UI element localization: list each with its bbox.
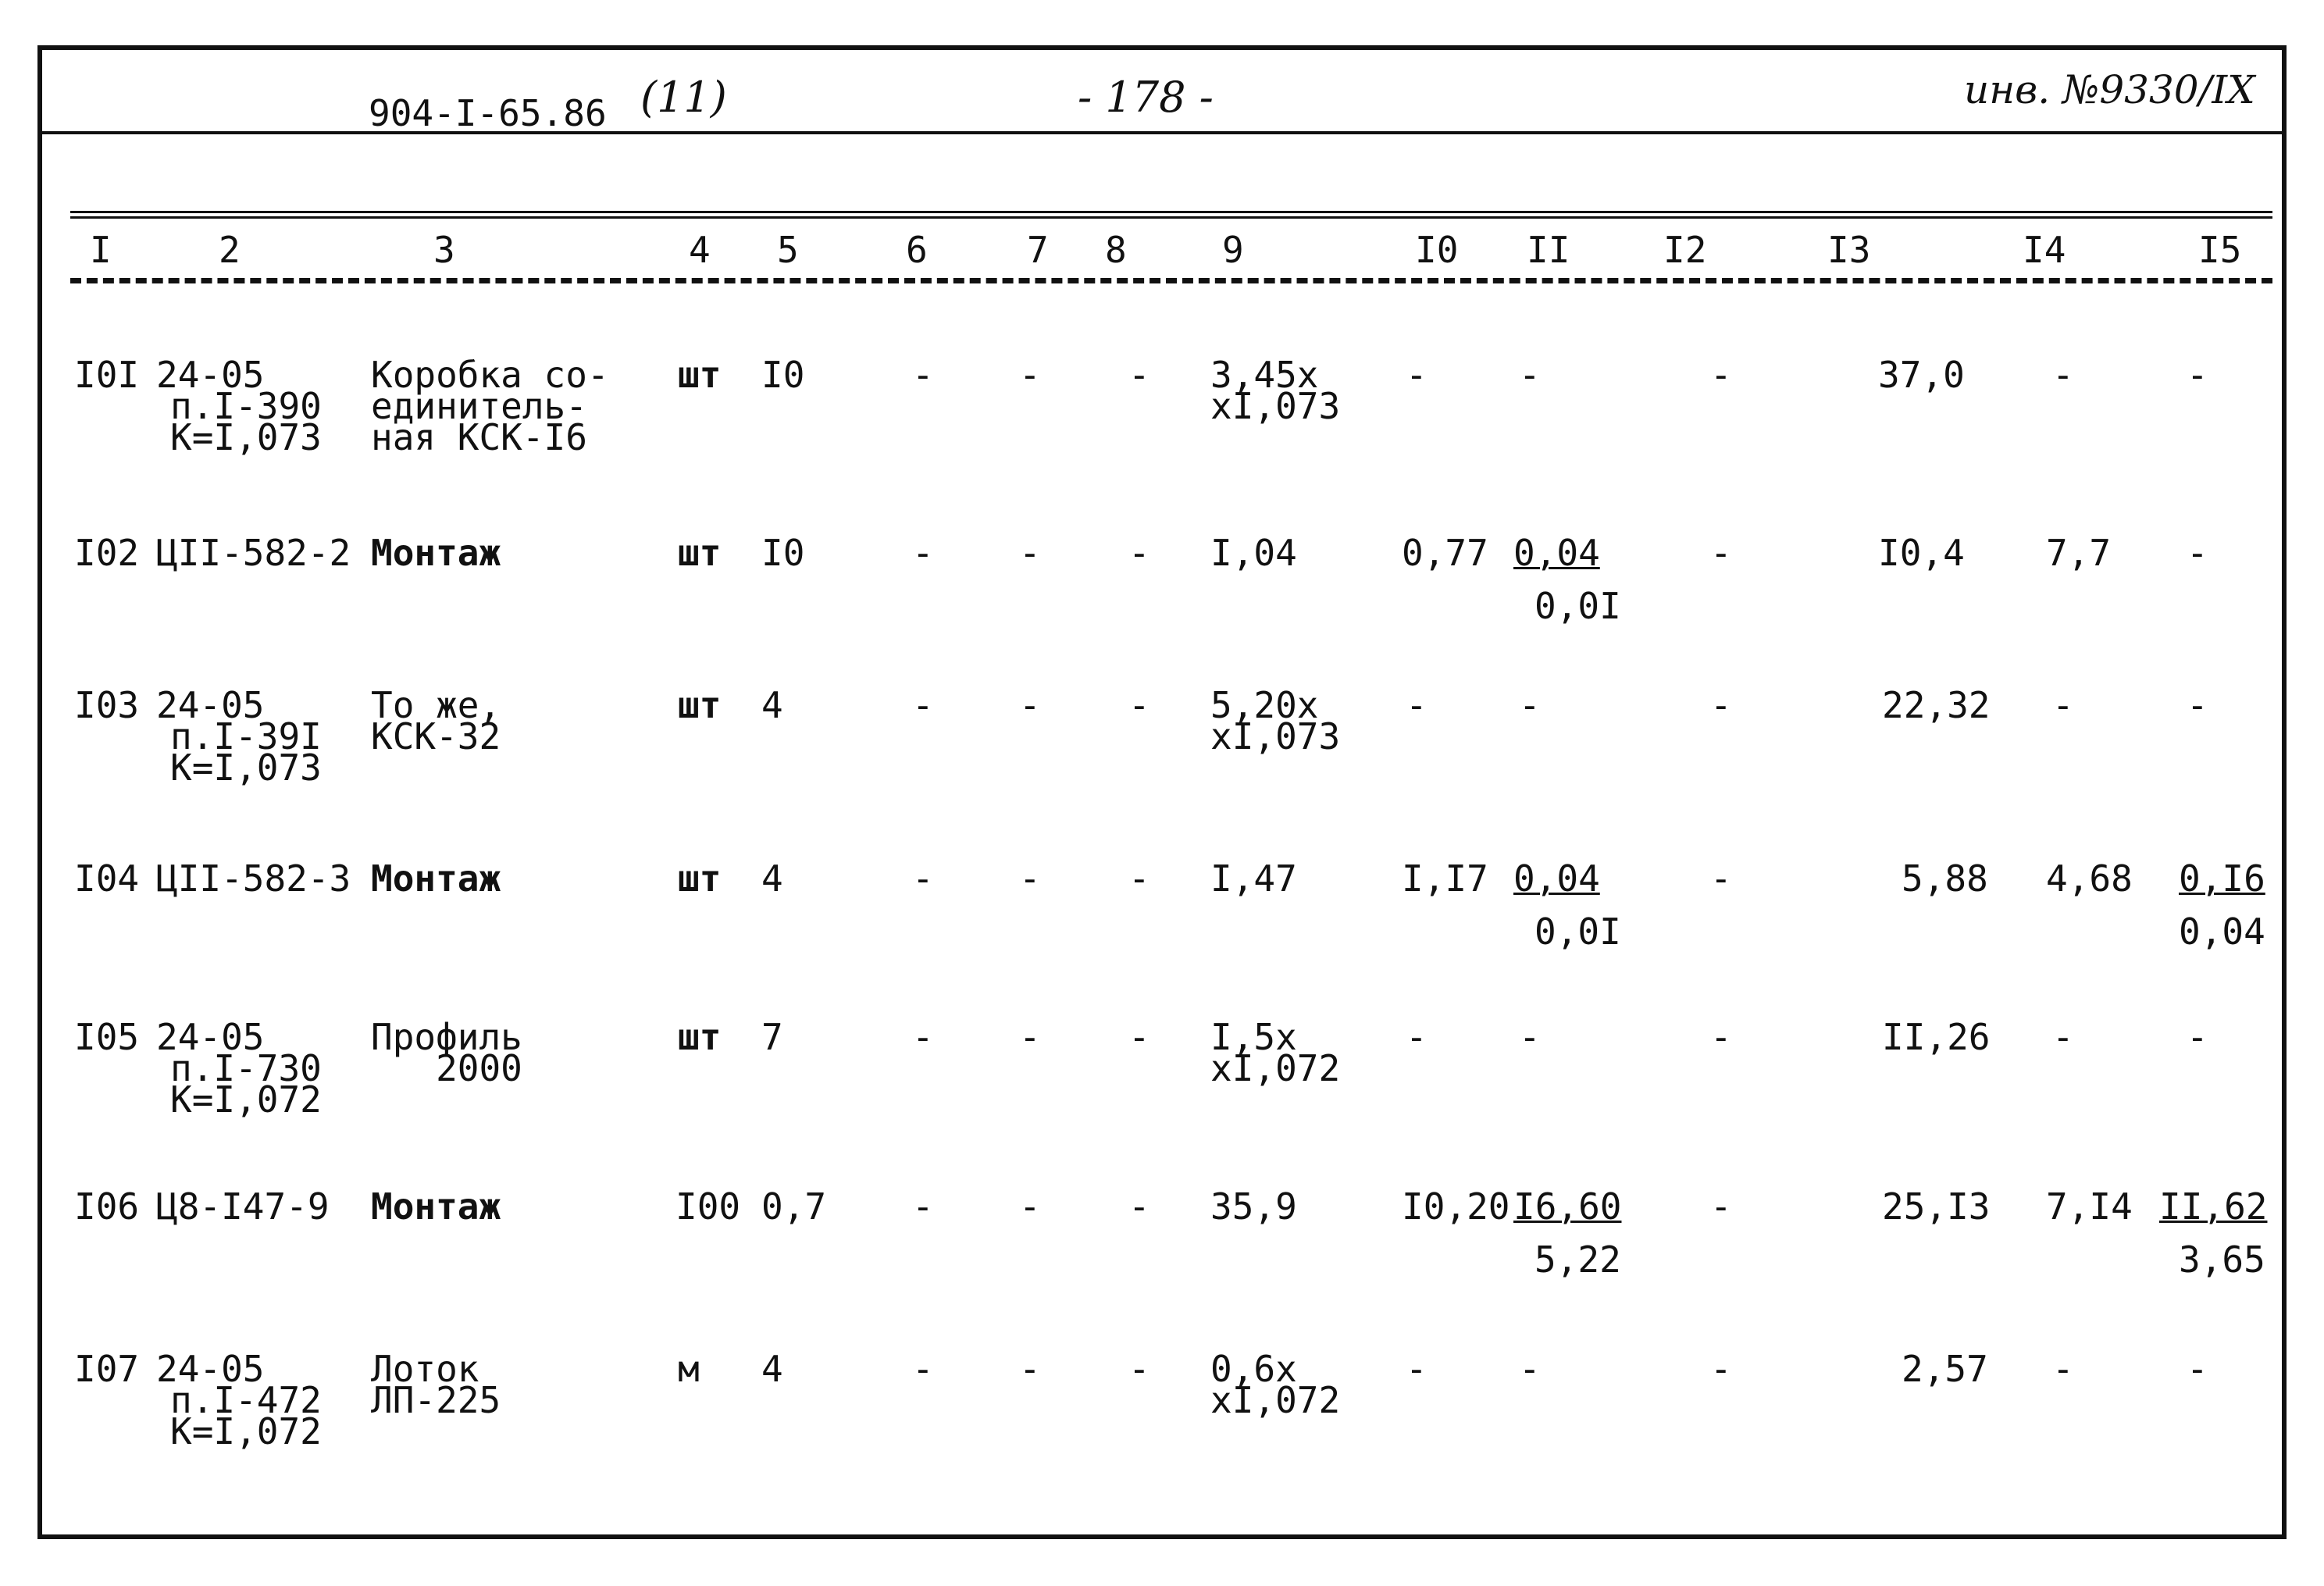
row-col11: - <box>1519 1348 1541 1390</box>
row-col14: - <box>2052 1016 2074 1058</box>
row-col11: - <box>1519 354 1541 396</box>
column-number: I4 <box>2023 229 2066 271</box>
row-code: п.I-730 <box>170 1047 322 1089</box>
row-name: ЛП-225 <box>371 1379 501 1421</box>
row-col15-numerator: II,62 <box>2159 1185 2268 1228</box>
column-number: I5 <box>2198 229 2242 271</box>
row-quantity: 7 <box>761 1016 783 1058</box>
column-number: II <box>1527 229 1570 271</box>
row-col12: - <box>1710 1348 1732 1390</box>
row-name: ная КСК-I6 <box>371 416 587 458</box>
row-col10: I,I7 <box>1402 857 1488 900</box>
row-col8: - <box>1128 1016 1150 1058</box>
row-col10: I0,20 <box>1402 1185 1510 1228</box>
row-name: Профиль <box>371 1016 522 1058</box>
row-col14: 4,68 <box>2046 857 2133 900</box>
row-col7: - <box>1019 532 1041 574</box>
row-quantity: I0 <box>761 532 805 574</box>
row-name: Лоток <box>371 1348 479 1390</box>
row-col9: xI,073 <box>1210 715 1341 757</box>
column-number: 4 <box>689 229 711 271</box>
row-col13: 5,88 <box>1902 857 1988 900</box>
row-name: Коробка со- <box>371 354 609 396</box>
row-col15: - <box>2187 1348 2208 1390</box>
row-col11: - <box>1519 684 1541 726</box>
inventory-number: инв. №9330/IX <box>1964 67 2255 112</box>
row-name: единитель- <box>371 385 587 427</box>
row-col12: - <box>1710 1016 1732 1058</box>
row-col12: - <box>1710 857 1732 900</box>
row-code: 24-05 <box>156 684 265 726</box>
row-name: 2000 <box>371 1047 522 1089</box>
row-col13: 37,0 <box>1878 354 1965 396</box>
row-col14: 7,I4 <box>2046 1185 2133 1228</box>
row-col9: 35,9 <box>1210 1185 1297 1228</box>
row-col15: - <box>2187 1016 2208 1058</box>
row-col10: - <box>1406 684 1428 726</box>
row-quantity: 0,7 <box>761 1185 827 1228</box>
row-name: КСК-32 <box>371 715 501 757</box>
row-unit: шт <box>678 532 722 574</box>
row-col15: - <box>2187 532 2208 574</box>
row-name: То же, <box>371 684 501 726</box>
row-code: 24-05 <box>156 1016 265 1058</box>
row-name: Монтаж <box>371 857 501 900</box>
row-col15-numerator: 0,I6 <box>2179 857 2265 900</box>
column-number: I <box>90 229 112 271</box>
row-col13: 22,32 <box>1882 684 1991 726</box>
row-col11-numerator: I6,60 <box>1513 1185 1622 1228</box>
row-code: п.I-39I <box>170 715 322 757</box>
row-col13: I0,4 <box>1878 532 1965 574</box>
row-name: Монтаж <box>371 1185 501 1228</box>
row-col6: - <box>912 532 934 574</box>
row-col10: - <box>1406 1348 1428 1390</box>
column-number: 2 <box>219 229 241 271</box>
row-col9: I,04 <box>1210 532 1297 574</box>
row-code: п.I-390 <box>170 385 322 427</box>
row-col15: - <box>2187 684 2208 726</box>
row-quantity: 4 <box>761 857 783 900</box>
row-col10: - <box>1406 1016 1428 1058</box>
row-col10: 0,77 <box>1402 532 1488 574</box>
row-col13: II,26 <box>1882 1016 1991 1058</box>
row-unit: шт <box>678 354 722 396</box>
row-col11-denominator: 5,22 <box>1534 1239 1621 1281</box>
row-col6: - <box>912 354 934 396</box>
row-code: п.I-472 <box>170 1379 322 1421</box>
row-col11-numerator: 0,04 <box>1513 857 1600 900</box>
column-number: 8 <box>1105 229 1127 271</box>
row-quantity: 4 <box>761 1348 783 1390</box>
row-col15-denominator: 0,04 <box>2179 911 2265 953</box>
column-number: I2 <box>1663 229 1707 271</box>
row-unit: I00 <box>675 1185 741 1228</box>
row-col9: 0,6x <box>1210 1348 1297 1390</box>
row-col14: - <box>2052 354 2074 396</box>
row-col14: - <box>2052 684 2074 726</box>
column-number: 7 <box>1027 229 1049 271</box>
row-quantity: 4 <box>761 684 783 726</box>
row-col6: - <box>912 1348 934 1390</box>
row-col9: 3,45x <box>1210 354 1319 396</box>
page-frame <box>37 45 2287 1539</box>
row-col8: - <box>1128 1185 1150 1228</box>
row-col8: - <box>1128 1348 1150 1390</box>
document-mark: (11) <box>640 73 727 122</box>
row-number: I06 <box>74 1185 140 1228</box>
row-col12: - <box>1710 532 1732 574</box>
row-col7: - <box>1019 354 1041 396</box>
row-col14: - <box>2052 1348 2074 1390</box>
row-col7: - <box>1019 1016 1041 1058</box>
row-number: I05 <box>74 1016 140 1058</box>
row-col9: 5,20x <box>1210 684 1319 726</box>
row-col9: I,47 <box>1210 857 1297 900</box>
row-col7: - <box>1019 857 1041 900</box>
row-col10: - <box>1406 354 1428 396</box>
row-col8: - <box>1128 857 1150 900</box>
row-number: I0I <box>74 354 140 396</box>
row-unit: шт <box>678 1016 722 1058</box>
row-unit: шт <box>678 857 722 900</box>
row-number: I02 <box>74 532 140 574</box>
row-col6: - <box>912 1016 934 1058</box>
row-unit: шт <box>678 684 722 726</box>
row-col14: 7,7 <box>2046 532 2112 574</box>
column-number: 3 <box>433 229 455 271</box>
row-col9: xI,072 <box>1210 1047 1341 1089</box>
document-number: 904-I-65.86 <box>369 92 607 134</box>
row-col12: - <box>1710 684 1732 726</box>
row-col6: - <box>912 857 934 900</box>
row-col12: - <box>1710 1185 1732 1228</box>
row-code: 24-05 <box>156 1348 265 1390</box>
row-col11-denominator: 0,0I <box>1534 585 1621 627</box>
row-code: ЦII-582-2 <box>156 532 351 574</box>
column-number: I3 <box>1827 229 1871 271</box>
row-number: I07 <box>74 1348 140 1390</box>
row-code: K=I,072 <box>170 1410 322 1452</box>
row-col9: xI,073 <box>1210 385 1341 427</box>
row-col7: - <box>1019 684 1041 726</box>
row-code: K=I,073 <box>170 416 322 458</box>
row-col11-denominator: 0,0I <box>1534 911 1621 953</box>
row-col8: - <box>1128 354 1150 396</box>
row-unit: м <box>678 1348 700 1390</box>
row-col6: - <box>912 684 934 726</box>
column-number: I0 <box>1415 229 1459 271</box>
column-number: 9 <box>1222 229 1244 271</box>
page-number: - 178 - <box>1078 73 1214 122</box>
row-col12: - <box>1710 354 1732 396</box>
row-col7: - <box>1019 1185 1041 1228</box>
row-col7: - <box>1019 1348 1041 1390</box>
row-col6: - <box>912 1185 934 1228</box>
row-col13: 2,57 <box>1902 1348 1988 1390</box>
row-col15: - <box>2187 354 2208 396</box>
row-number: I04 <box>74 857 140 900</box>
row-name: Монтаж <box>371 532 501 574</box>
row-code: 24-05 <box>156 354 265 396</box>
row-col13: 25,I3 <box>1882 1185 1991 1228</box>
column-number: 5 <box>777 229 799 271</box>
row-col9: I,5x <box>1210 1016 1297 1058</box>
row-col8: - <box>1128 532 1150 574</box>
row-col11: - <box>1519 1016 1541 1058</box>
row-code: ЦII-582-3 <box>156 857 351 900</box>
row-col8: - <box>1128 684 1150 726</box>
row-col11-numerator: 0,04 <box>1513 532 1600 574</box>
row-quantity: I0 <box>761 354 805 396</box>
row-code: K=I,073 <box>170 747 322 789</box>
row-code: K=I,072 <box>170 1078 322 1121</box>
row-code: Ц8-I47-9 <box>156 1185 330 1228</box>
row-col9: xI,072 <box>1210 1379 1341 1421</box>
column-header-bottom-rule <box>70 278 2272 283</box>
row-col15-denominator: 3,65 <box>2179 1239 2265 1281</box>
column-header-top-rule <box>70 211 2272 219</box>
row-number: I03 <box>74 684 140 726</box>
column-number: 6 <box>906 229 928 271</box>
